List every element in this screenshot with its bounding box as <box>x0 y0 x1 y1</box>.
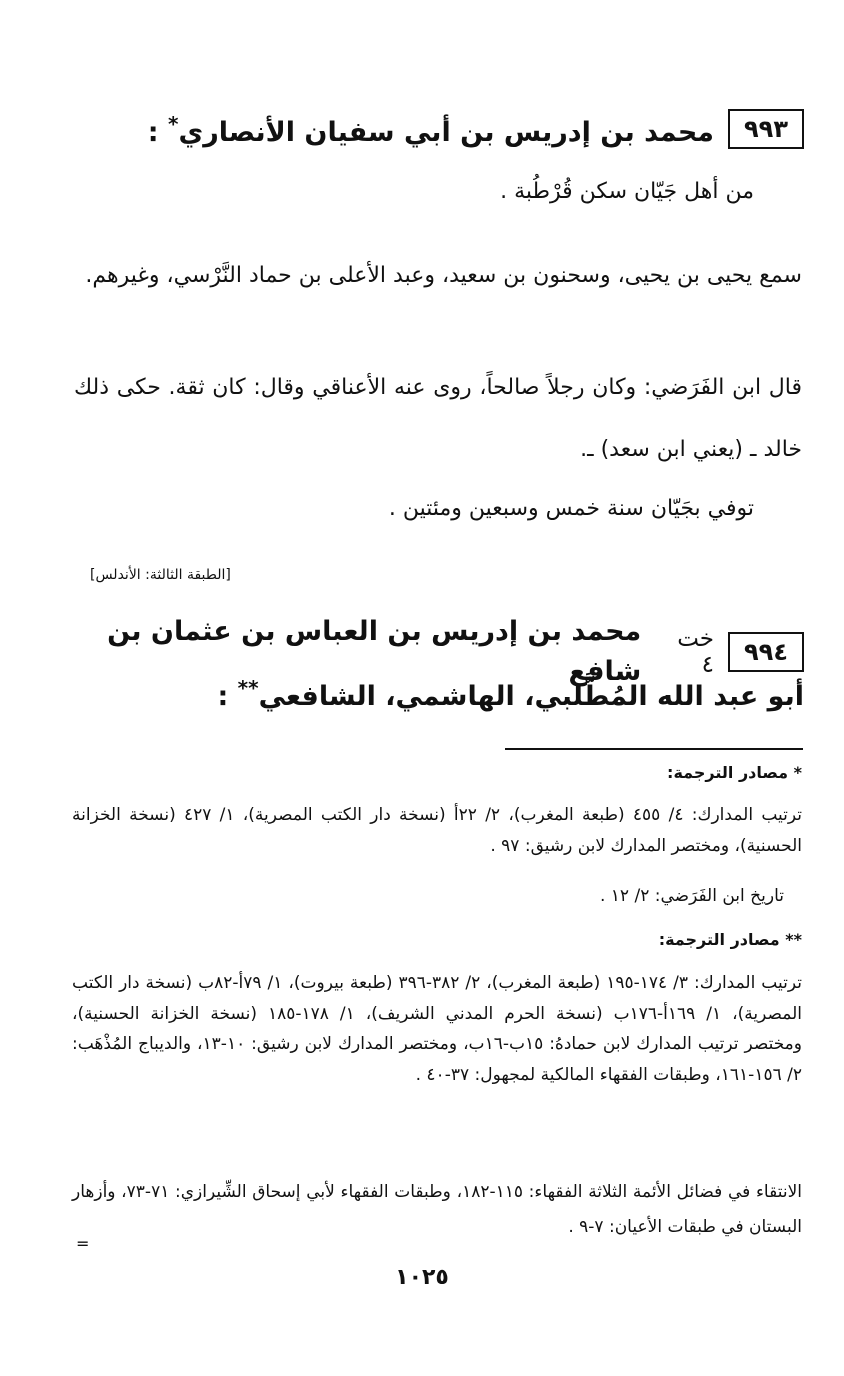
entry-number-box: ٩٩٣ <box>728 109 804 149</box>
entry-title-text: أبو عبد الله المُطَّلبي، الهاشمي، الشافعي <box>258 681 804 712</box>
footnote-mark: ** <box>237 676 259 700</box>
title-colon: : <box>147 117 159 148</box>
entry-title-line-1: محمد بن إدريس بن العباس بن عثمان بن شافع <box>107 616 642 687</box>
entry-number-box: ٩٩٤ <box>728 632 804 672</box>
entry-994-heading-line-2 <box>44 668 804 717</box>
footnote-2-line-1: ترتيب المدارك: ٣/ ١٧٤-١٩٥ (طبعة المغرب)، ٢/ ٣٨٢-٣٩٦ (طبعة بيروت)، ١/ ٧٩أ-٨٢ب (نسخة دار الكتب المصرية)، ١/ ١٦٩أ-١٧٦ب (نسخة الحرم المدني الشريف)، ١/ ١٧٨-١٨٥ (نسخة الخزانة الحسنية)، ومختصر ترتيب المدارك لابن حمادهُ: ١٥ب-١٦ب، ومختصر المدارك لابن رشيق: ١٠-١٣، والديباج المُذْهَب: ٢/ ١٥٦-١٦١، وطبقات الفقهاء المالكية لمجهول: ٣٧-٤٠ . <box>72 973 802 1085</box>
footnote-2-line-2: الانتقاء في فضائل الأئمة الثلاثة الفقهاء: ١١٥-١٨٢، وطبقات الفقهاء لأبي إسحاق الشِّيرازي: ٧١-٧٣، وأزهار البستان في طبقات الأعيان: ٧-٩ . <box>72 1182 802 1237</box>
entry-title <box>148 104 714 153</box>
entry-title-text: محمد بن إدريس بن أبي سفيان الأنصاري <box>178 117 714 148</box>
entry-title-line-2 <box>217 668 804 717</box>
footnote-1-heading: * مصادر الترجمة: <box>667 763 802 782</box>
margin-mark: = <box>76 1234 90 1253</box>
footnote-mark: * <box>168 112 179 136</box>
entry-code: خت ٤ <box>677 626 714 678</box>
entry-993-heading <box>44 104 804 153</box>
footnote-separator <box>505 748 803 750</box>
footnote-2-heading: ** مصادر الترجمة: <box>658 930 802 949</box>
paragraph-teachers: سمع يحيى بن يحيى، وسحنون بن سعيد، وعبد الأعلى بن حماد النَّرْسي، وغيرهم. <box>85 263 802 288</box>
title-colon: : <box>217 681 229 712</box>
paragraph-death: توفي بجَيّان سنة خمس وسبعين ومئتين . <box>388 496 754 521</box>
footnote-1-line-2: تاريخ ابن الفَرَضي: ٢/ ١٢ . <box>599 886 784 906</box>
page-number: ١٠٢٥ <box>395 1265 449 1290</box>
paragraph-origin: من أهل جَيّان سكن قُرْطُبة . <box>500 179 754 204</box>
paragraph-quote: قال ابن الفَرَضي: وكان رجلاً صالحاً، روى عنه الأعناقي وقال: كان ثقة. حكى ذلك خالد ـ (يعني ابن سعد) ـ. <box>74 375 802 462</box>
tabaqa-label: [الطبقة الثالثة: الأندلس] <box>90 567 231 583</box>
footnote-1-line-1: ترتيب المدارك: ٤/ ٤٥٥ (طبعة المغرب)، ٢/ ٢٢أ (نسخة دار الكتب المصرية)، ١/ ٤٢٧ (نسخة الخزانة الحسنية)، ومختصر المدارك لابن رشيق: ٩٧ . <box>72 805 802 856</box>
